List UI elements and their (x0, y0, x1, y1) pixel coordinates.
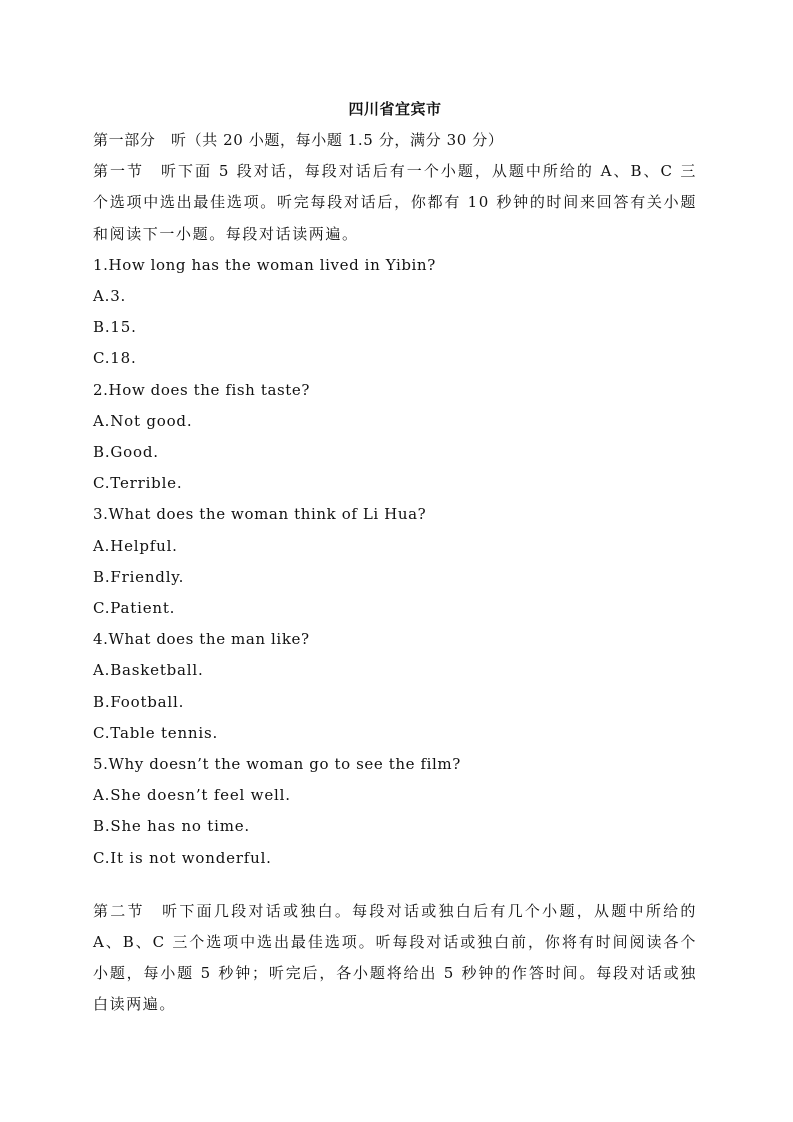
question-stem: 4.What does the man like? (93, 630, 310, 649)
option-list (93, 780, 697, 874)
option-list (93, 281, 697, 375)
option-a: A.3. (93, 287, 127, 306)
question-stem: 2.How does the fish taste? (93, 380, 311, 399)
question-2 (93, 375, 697, 500)
question-3 (93, 499, 697, 624)
section2-instructions: 第二节 听下面几段对话或独白。每段对话或独白后有几个小题，从题中所给的 A、B、C 三个选项中选出最佳选项。听每段对话或独白前，你将有时间阅读各个小题，每小题 5 秒钟；听完后，各小题将给出 5 秒钟的作答时间。每段对话或独白读两遍。 (93, 901, 697, 1014)
question-1 (93, 250, 697, 375)
section1-instructions: 第一节 听下面 5 段对话，每段对话后有一个小题，从题中所给的 A、B、C 三个选项中选出最佳选项。听完每段对话后，你都有 10 秒钟的时间来回答有关小题和阅读下一小题。每段对话读两遍。 (93, 162, 697, 243)
option-list (93, 531, 697, 625)
option-b: B.Friendly. (93, 567, 185, 586)
option-a: A.She doesn’t feel well. (93, 786, 291, 805)
option-c: C.Terrible. (93, 474, 183, 493)
option-c: C.It is not wonderful. (93, 848, 272, 867)
section-gap (93, 874, 697, 896)
question-stem: 5.Why doesn’t the woman go to see the film? (93, 755, 461, 774)
option-a: A.Not good. (93, 411, 193, 430)
option-c: C.Patient. (93, 599, 176, 618)
option-a: A.Helpful. (93, 536, 178, 555)
question-5 (93, 749, 697, 874)
question-4 (93, 624, 697, 749)
option-b: B.15. (93, 318, 137, 337)
option-list (93, 655, 697, 749)
question-stem: 1.How long has the woman lived in Yibin? (93, 255, 436, 274)
option-list (93, 406, 697, 500)
part1-heading: 第一部分 听（共 20 小题，每小题 1.5 分，满分 30 分） (93, 131, 504, 149)
option-b: B.She has no time. (93, 817, 250, 836)
question-stem: 3.What does the woman think of Li Hua? (93, 505, 427, 524)
option-b: B.Football. (93, 692, 185, 711)
document-title: 四川省宜宾市 (348, 100, 442, 118)
option-c: C.18. (93, 349, 137, 368)
option-a: A.Basketball. (93, 661, 204, 680)
option-c: C.Table tennis. (93, 723, 219, 742)
option-b: B.Good. (93, 443, 159, 462)
